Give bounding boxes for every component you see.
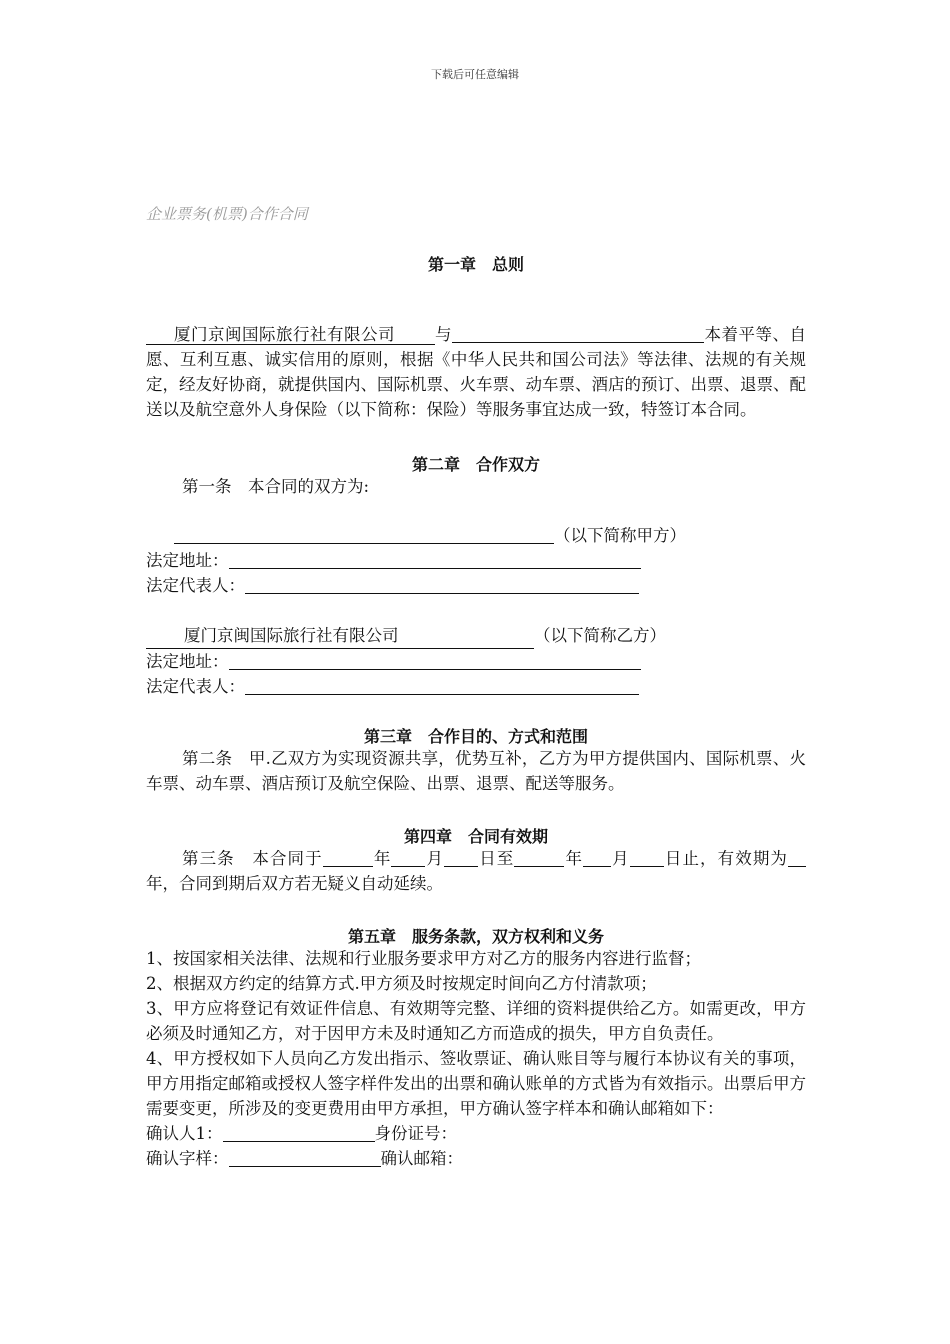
chapter1-paragraph	[146, 322, 806, 422]
chapter1-text: 本着平等、自愿、互利互惠、诚实信用的原则，根据《中华人民共和国公司法》等法律、法规的有关规定，经友好协商，就提供国内、国际机票、火车票、动车票、酒店的预订、出票、退票、配送以及航空意外人身保险（以下简称：保险）等服务事宜达成一致，特签订本合同。	[146, 325, 806, 419]
end-year-blank	[514, 848, 564, 867]
start-month-blank	[391, 848, 425, 867]
party-a-rep-blank	[245, 575, 639, 594]
header-note: 下载后可任意编辑	[431, 68, 519, 81]
end-month-blank	[583, 848, 611, 867]
party-a-address-label: 法定地址：	[146, 551, 229, 570]
id-label: 身份证号：	[374, 1124, 457, 1143]
chapter4-heading: 第四章 合同有效期	[403, 827, 548, 846]
chapter5-items	[146, 946, 806, 1171]
end-day-blank	[630, 848, 664, 867]
sign-blank	[229, 1148, 381, 1167]
chapter3-heading: 第三章 合作目的、方式和范围	[363, 727, 588, 746]
party-a-name-blank	[174, 525, 554, 544]
chapter2-heading: 第二章 合作双方	[411, 455, 540, 474]
clause-2: 2、根据双方约定的结算方式.甲方须及时按规定时间向乙方付清款项；	[146, 974, 657, 993]
clause-1: 1、按国家相关法律、法规和行业服务要求甲方对乙方的服务内容进行监督；	[146, 949, 701, 968]
chapter3-article2: 第二条 甲.乙双方为实现资源共享，优势互补，乙方为甲方提供国内、国际机票、火车票、动车票、酒店预订及航空保险、出票、退票、配送等服务。	[146, 749, 806, 793]
confirmer-blank	[223, 1123, 375, 1142]
confirmer-label: 确认人1：	[146, 1124, 223, 1143]
party-b-address-blank	[229, 651, 641, 670]
term-years-blank	[788, 848, 806, 867]
clause-3: 3、甲方应将登记有效证件信息、有效期等完整、详细的资料提供给乙方。如需更改，甲方必须及时通知乙方，对于因甲方未及时通知乙方而造成的损失，甲方自负责任。	[146, 999, 806, 1043]
party-b-rep-blank	[245, 676, 639, 695]
start-year-blank	[323, 848, 373, 867]
document-title: 企业票务(机票)合作合同	[146, 205, 308, 223]
party-b-address-label: 法定地址：	[146, 652, 229, 671]
company-name-underlined: 厦门京闽国际旅行社有限公司	[146, 325, 435, 345]
party-b-block	[146, 623, 806, 699]
chapter1-heading: 第一章 总则	[427, 255, 524, 274]
blank-party-a	[452, 324, 704, 343]
sign-label: 确认字样：	[146, 1149, 229, 1168]
party-a-address-blank	[229, 550, 641, 569]
chapter2-article1: 第一条 本合同的双方为:	[182, 477, 370, 496]
email-label: 确认邮箱：	[380, 1149, 463, 1168]
clause-4: 4、甲方授权如下人员向乙方发出指示、签收票证、确认账目等与履行本协议有关的事项，甲方用指定邮箱或授权人签字样件发出的出票和确认账单的方式皆为有效指示。出票后甲方需要变更，所涉及的变更费用由甲方承担，甲方确认签字样本和确认邮箱如下：	[146, 1049, 806, 1118]
party-a-rep-label: 法定代表人：	[146, 576, 245, 595]
party-b-rep-label: 法定代表人：	[146, 677, 245, 696]
start-day-blank	[444, 848, 478, 867]
party-a-block	[146, 523, 806, 598]
chapter5-heading: 第五章 服务条款，双方权利和义务	[347, 927, 604, 946]
party-b-suffix: （以下简称乙方）	[534, 626, 666, 645]
party-b-name-underlined: 厦门京闽国际旅行社有限公司	[146, 623, 534, 649]
party-a-suffix: （以下简称甲方）	[554, 526, 686, 545]
chapter4-article3: 第三条 本合同于 年 月 日至 年 月 日止，有效期为年，合同到期后双方若无疑义自动延续。	[146, 846, 806, 896]
and-word: 与	[435, 325, 452, 344]
